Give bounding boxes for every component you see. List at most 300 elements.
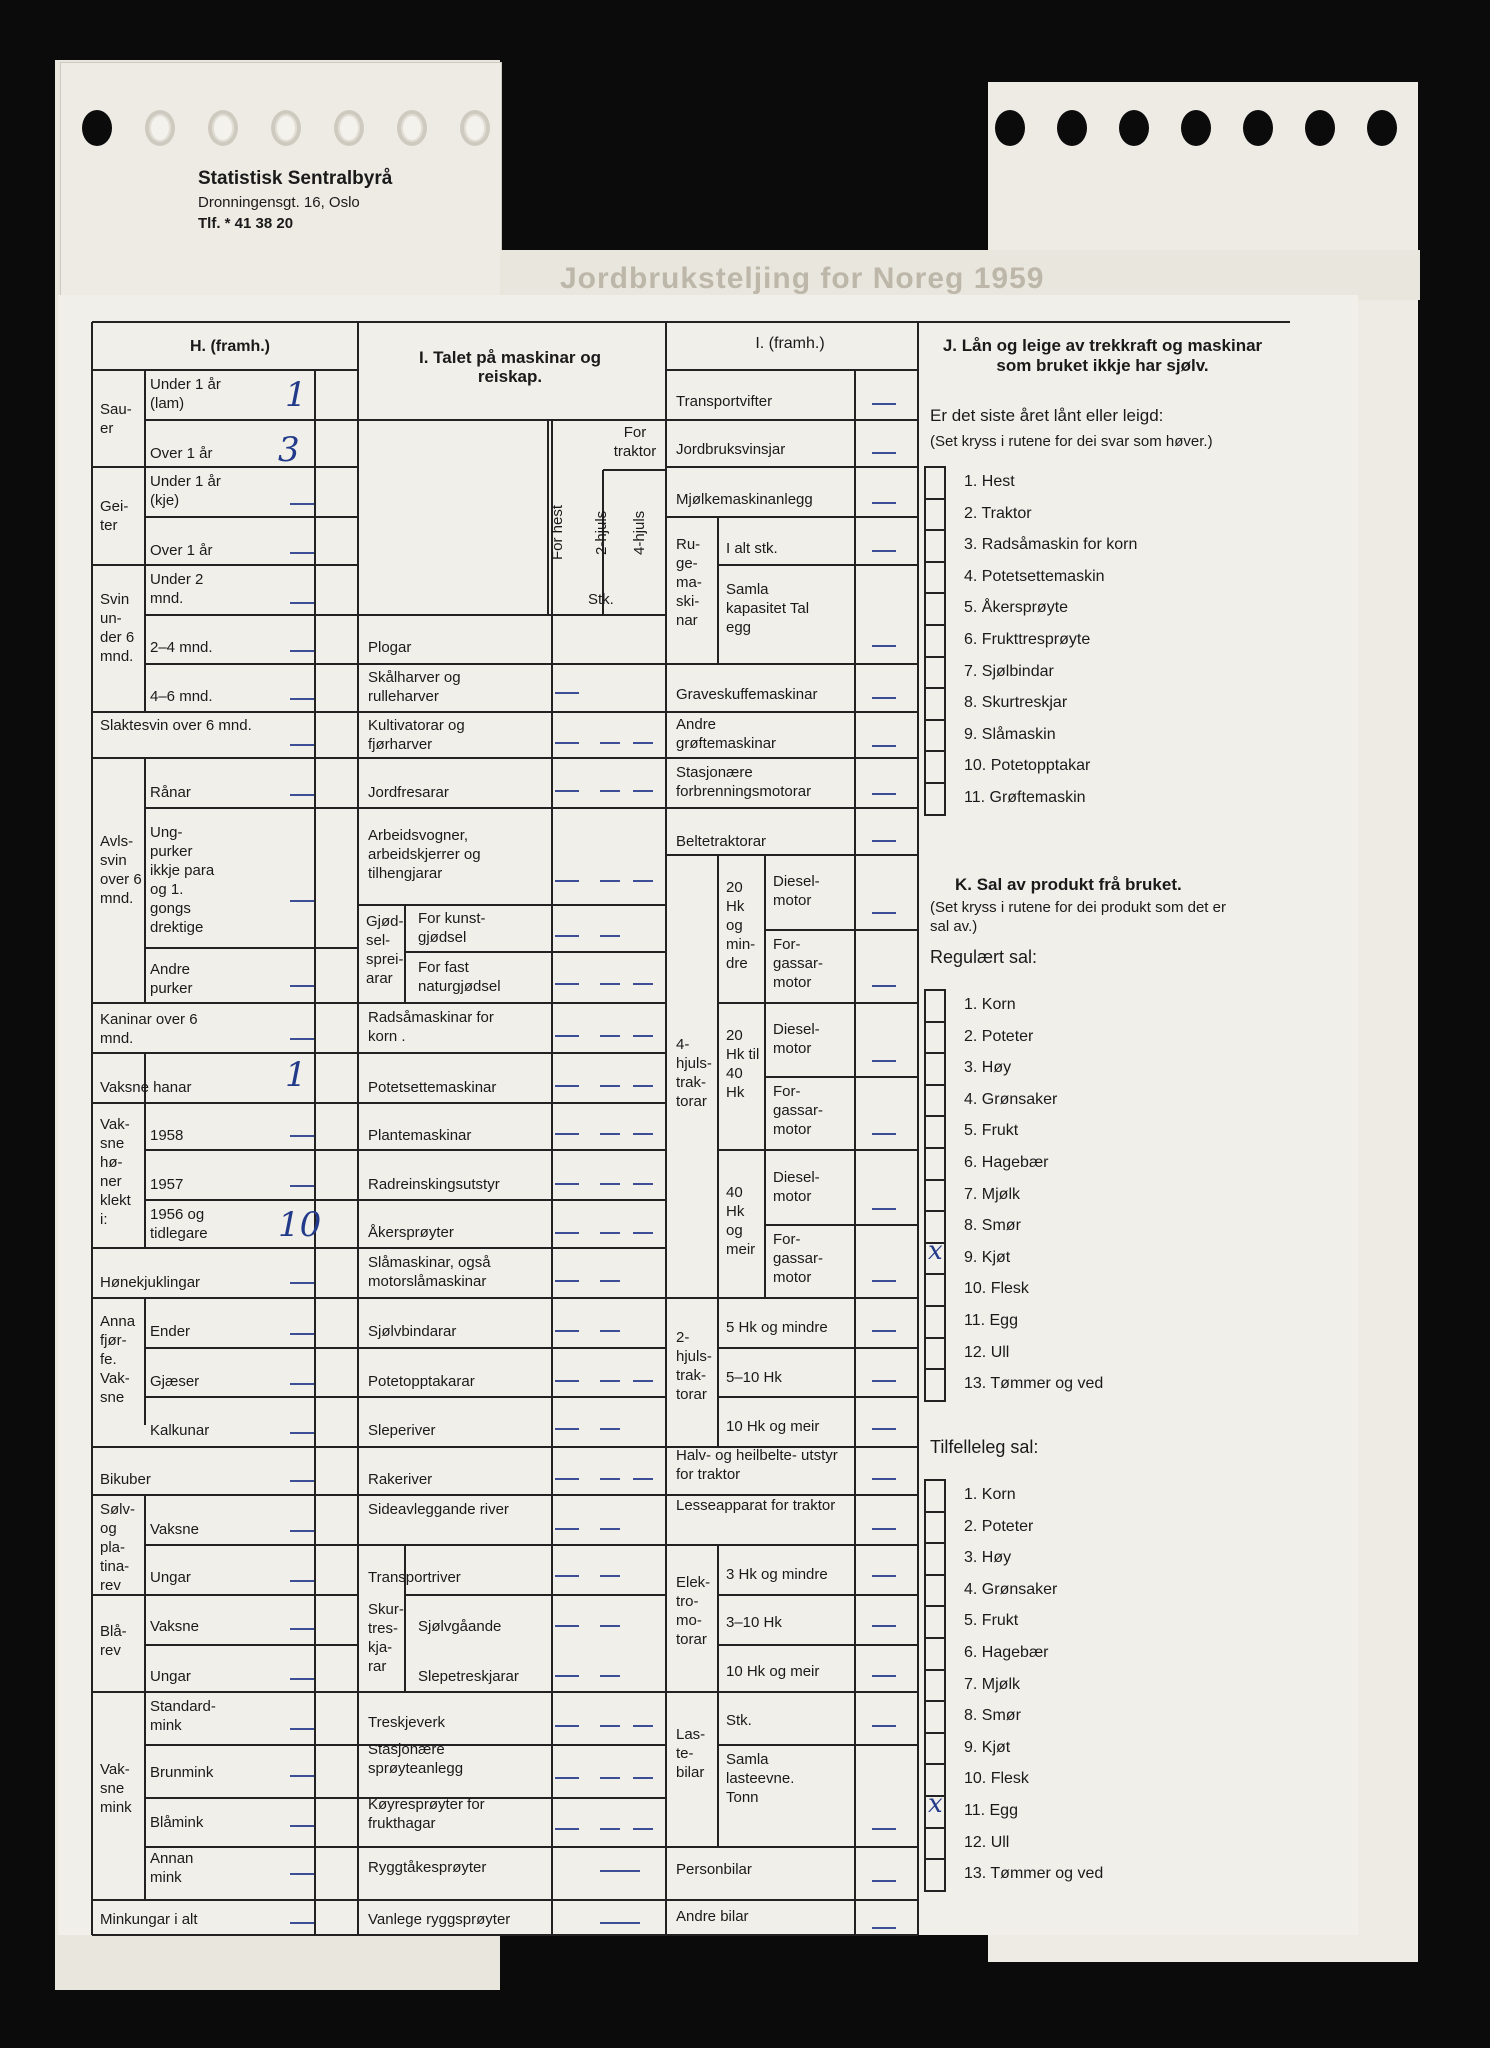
hw-dash [872,1060,896,1062]
hw-dash [555,1575,579,1577]
hw-dash [633,1085,653,1087]
h-kalkunar: Kalkunar [150,1422,210,1439]
hw-dash [290,1825,314,1827]
hw-dash [290,1432,314,1434]
k-tilf-item: 4. Grønsaker [964,1580,1058,1598]
i1-for-traktor: For traktor [613,424,657,460]
k-heading: K. Sal av produkt frå bruket. [955,875,1182,894]
i2-samla: Samla kapasitet Tal egg [726,581,810,636]
k-reg-checkbox[interactable] [924,1179,946,1212]
h-bikuber: Bikuber [100,1471,151,1488]
j-item: 4. Potetsettemaskin [964,567,1105,585]
hw-dash [555,1380,579,1382]
hw-dash [872,550,896,552]
k-tilf-item: 3. Høy [964,1549,1012,1567]
hw-dash [600,1777,620,1779]
k-tilf-item: 11. Egg [964,1802,1018,1819]
j-item: 5. Åkersprøyte [964,599,1069,617]
hw-dash [290,1383,314,1385]
hw-dash [290,503,314,505]
k-tilf-checkbox[interactable] [924,1542,946,1575]
i1-rygg: Ryggtåkesprøyter [368,1859,487,1876]
hw-dash [872,1880,896,1882]
hw-dash [290,1135,314,1137]
hw-dash [290,1873,314,1875]
hw-dash [872,1330,896,1332]
hw-dash [290,1775,314,1777]
i2-forgass-2: For- gassar- motor [773,1083,824,1138]
i2-lesse: Lesseapparat for traktor [676,1497,836,1514]
h-mink: Vak- sne mink [100,1761,132,1816]
hw-dash [633,1232,653,1234]
k-reg-mark: x [928,1235,943,1266]
i1-sjgaa: Sjølvgåande [418,1618,502,1635]
k-tilf-item: 7. Mjølk [964,1675,1020,1693]
k-reg-checkbox[interactable] [924,1305,946,1338]
i1-sjolv: Sjølvbindarar [368,1323,457,1340]
sender-tel: Tlf. * 41 38 20 [198,215,294,232]
h-svin-46: 4–6 mnd. [150,688,213,705]
i1-heading: I. Talet på maskinar og reiskap. [418,348,602,386]
k-reg-checkbox[interactable] [924,1368,946,1401]
j-checkbox[interactable] [924,782,946,815]
hw-dash [290,1185,314,1187]
h-y1957: 1957 [150,1176,184,1193]
hw-dash [555,1428,579,1430]
i2-andregroft: Andre grøftemaskinar [676,716,777,752]
sender-org: Statistisk Sentralbyrå [198,168,393,189]
h-gei-u1: Under 1 år (kje) [150,473,221,509]
hw-dash [633,790,653,792]
i1-stasjspr: Stasjonære sprøyteanlegg [368,1741,464,1777]
hw-dash [600,1133,620,1135]
k-reg-item: 8. Smør [964,1217,1021,1235]
j-item: 6. Frukttresprøyte [964,631,1091,648]
i2-hk40: 40 Hk og meir [726,1184,756,1258]
i1-gjod: Gjød- sel- sprei- arar [366,913,404,987]
hw-dash [600,983,620,985]
i2-heading: I. (framh.) [755,335,825,352]
i2-forgass-1: For- gassar- motor [773,936,824,991]
h-annan: Annan mink [150,1850,194,1886]
hw-dash [555,1478,579,1480]
h-avls: Avls- svin over 6 mnd. [100,833,142,907]
hw-dash [555,1330,579,1332]
hw-dash [633,1777,653,1779]
hw-dash [872,912,896,914]
i2-stasjforb: Stasjonære forbrenningsmotorar [676,764,812,800]
i1-potet: Potetsettemaskinar [368,1079,497,1096]
h-gei-o1: Over 1 år [150,542,213,559]
i1-aker: Åkersprøyter [368,1224,454,1241]
hw-dash [872,1380,896,1382]
hw-dash [555,1777,579,1779]
i1-koyr: Køyresprøyter for frukthagar [368,1796,485,1832]
k-reg-label: Regulært sal: [930,947,1038,967]
i2-hk20: 20 Hk og min- dre [726,879,756,972]
i2-hjul2: 2- hjuls- trak- torar [676,1329,712,1403]
h-solv-vaksne: Vaksne [150,1521,199,1538]
k-tilf-checkbox[interactable] [924,1732,946,1765]
i2-person: Personbilar [676,1861,752,1878]
j-checkbox[interactable] [924,466,946,499]
i2-hk3: 3 Hk og mindre [726,1566,828,1583]
k-reg-item: 2. Poteter [964,1027,1034,1045]
hw-dash [600,1232,620,1234]
hw-dash [872,1725,896,1727]
h-honekjuklingar: Hønekjuklingar [100,1274,201,1291]
i2-forgass-3: For- gassar- motor [773,1231,824,1286]
k-reg-checkbox[interactable] [924,1115,946,1148]
k-tilf-checkbox[interactable] [924,1669,946,1702]
hw-dash [633,1035,653,1037]
k-tilf-checkbox[interactable] [924,1858,946,1891]
hw-dash [555,1625,579,1627]
hw-dash [290,1628,314,1630]
i2-ialt: I alt stk. [726,540,778,557]
hw-y1956: 10 [278,1205,322,1245]
j-checkbox[interactable] [924,750,946,783]
j-checkbox[interactable] [924,719,946,752]
hw-dash [633,1133,653,1135]
k-reg-checkbox[interactable] [924,1021,946,1054]
i2-mjolk: Mjølkemaskinanlegg [676,491,813,508]
j-list-end [924,814,946,816]
hw-dash [600,1035,620,1037]
k-tilf-item: 9. Kjøt [964,1738,1011,1756]
hw-dash [290,1678,314,1680]
h-sau-u1: Under 1 år (lam) [150,376,221,412]
k-tilf-checkbox[interactable] [924,1511,946,1544]
hw-dash [555,880,579,882]
hw-dash [555,1675,579,1677]
hw-dash [290,985,314,987]
j-heading: J. Lån og leige av trekkraft og maskinar som bruket ikkje har sjølv. [942,336,1263,375]
j-checkbox[interactable] [924,592,946,625]
hw-dash [600,880,620,882]
hw-dash [600,1922,640,1924]
j-checkbox[interactable] [924,529,946,562]
i1-radrein: Radreinskingsutstyr [368,1176,500,1193]
hw-dash [290,744,314,746]
hw-dash [600,1575,620,1577]
h-kaninar: Kaninar over 6 mnd. [100,1011,198,1047]
h-brun: Brunmink [150,1764,214,1781]
k-note: (Set kryss i rutene for dei produkt som det er sal av.) [930,899,1226,935]
h-raanar: Rånar [150,784,191,801]
h-blaa: Blå- rev [100,1623,127,1659]
k-reg-item: 3. Høy [964,1059,1012,1077]
k-reg-list-end [924,1400,946,1402]
j-item: 2. Traktor [964,504,1032,522]
h-sau-o1: Over 1 år [150,445,213,462]
hw-dash [555,1085,579,1087]
i1-rads: Radsåmaskinar for korn . [368,1009,494,1045]
h-svin-u2: Under 2 mnd. [150,571,204,607]
j-item: 8. Skurtreskjar [964,694,1068,712]
hw-dash [633,1478,653,1480]
hw-dash [290,602,314,604]
k-reg-item: 6. Hagebær [964,1154,1049,1171]
hw-dash [633,1380,653,1382]
hw-dash [555,1035,579,1037]
k-reg-item: 10. Flesk [964,1280,1029,1298]
j-checkbox[interactable] [924,561,946,594]
hw-dash [872,745,896,747]
i1-transriv: Transportriver [368,1569,461,1586]
hw-dash [872,1575,896,1577]
h-vaksne-hanar: Vaksne hanar [100,1079,192,1096]
hw-dash [600,1725,620,1727]
k-reg-checkbox[interactable] [924,1273,946,1306]
hw-dash [872,502,896,504]
hw-dash [600,1183,620,1185]
k-reg-item: 7. Mjølk [964,1185,1020,1203]
hw-dash [555,1280,579,1282]
hw-dash [555,1828,579,1830]
i2-lasteevne: Samla lasteevne. Tonn [726,1751,795,1806]
j-checkbox[interactable] [924,656,946,689]
k-tilf-list-end [924,1890,946,1892]
k-tilf-item: 13. Tømmer og ved [964,1865,1104,1883]
h-honer: Vak- sne hø- ner klekt i: [100,1116,131,1228]
h-sauer: Sau- er [100,401,132,437]
i1-4hjul: 4-hjuls [631,510,648,555]
hw-dash [872,452,896,454]
k-tilf-item: 10. Flesk [964,1770,1029,1788]
hw-dash [290,1038,314,1040]
hw-dash [290,1480,314,1482]
hw-hanar: 1 [285,1055,307,1095]
k-reg-checkbox[interactable] [924,1337,946,1370]
i2-elek: Elek- tro- mo- torar [676,1574,711,1648]
header-title: Jordbruksteljing for Noreg 1959 [560,262,1045,295]
hw-dash [872,1675,896,1677]
hw-dash [600,1380,620,1382]
k-reg-item: 12. Ull [964,1343,1010,1361]
k-reg-item: 4. Grønsaker [964,1090,1058,1108]
k-tilf-label: Tilfelleleg sal: [930,1437,1039,1457]
i1-skaal: Skålharver og rulleharver [368,669,461,705]
i2-diesel-1: Diesel- motor [773,873,820,909]
i2-grav: Graveskuffemaskinar [676,686,818,703]
h-ungpurker: Ung- purker ikkje para og 1. gongs drektige [150,824,215,936]
hw-dash [290,794,314,796]
j-item: 3. Radsåmaskin for korn [964,536,1138,554]
hw-dash [600,1330,620,1332]
hw-dash [555,742,579,744]
hw-dash [872,1133,896,1135]
hw-dash [633,1183,653,1185]
hw-dash [600,1828,620,1830]
h-svin: Svin un- der 6 mnd. [100,591,135,665]
hw-dash [555,692,579,694]
hw-dash [600,1625,620,1627]
hw-dash [633,742,653,744]
hw-dash [872,1828,896,1830]
hw-dash [872,403,896,405]
j-checkbox[interactable] [924,687,946,720]
k-tilf-mark: x [928,1789,943,1819]
hw-dash [872,697,896,699]
hw-dash [555,935,579,937]
h-ender: Ender [150,1323,191,1340]
j-intro: Er det siste året lånt eller leigd: [930,406,1164,425]
hw-dash [290,1728,314,1730]
hw-dash [600,1280,620,1282]
h-geiter: Gei- ter [100,498,129,534]
hw-dash [290,1530,314,1532]
k-reg-item: 9. Kjøt [964,1248,1011,1266]
hw-sau-u1: 1 [285,375,307,415]
i1-plogar: Plogar [368,639,412,656]
i2-hjul4: 4- hjuls- trak- torar [676,1036,712,1110]
i2-diesel-2: Diesel- motor [773,1021,820,1057]
k-tilf-checkbox[interactable] [924,1605,946,1638]
k-reg-checkbox[interactable] [924,1147,946,1180]
h-standard: Standard- mink [150,1698,216,1734]
hw-dash [872,1927,896,1929]
i1-rake: Rakeriver [368,1471,433,1488]
k-tilf-checkbox[interactable] [924,1700,946,1733]
hw-dash [633,1725,653,1727]
k-tilf-item: 8. Smør [964,1707,1021,1725]
i2-transvift: Transportvifter [676,393,773,410]
hw-dash [633,983,653,985]
i2-hk10: 10 Hk og meir [726,1418,820,1435]
h-heading: H. (framh.) [190,338,270,355]
i2-belte: Beltetraktorar [676,833,767,850]
i1-potetopp: Potetopptakarar [368,1373,475,1390]
hw-dash [872,793,896,795]
k-tilf-checkbox[interactable] [924,1479,946,1512]
hw-dash [290,1333,314,1335]
k-reg-checkbox[interactable] [924,989,946,1022]
i2-hk310: 3–10 Hk [726,1614,782,1631]
h-blaa-vaksne: Vaksne [150,1618,199,1635]
j-checkbox[interactable] [924,498,946,531]
i2-stk: Stk. [726,1712,752,1729]
i2-diesel-3: Diesel- motor [773,1169,820,1205]
hw-dash [600,1478,620,1480]
sender-address: Dronningensgt. 16, Oslo [198,194,360,211]
k-reg-checkbox[interactable] [924,1052,946,1085]
hw-dash [555,1528,579,1530]
k-tilf-item: 1. Korn [964,1486,1016,1503]
k-tilf-item: 2. Poteter [964,1517,1034,1535]
i1-slaa: Slåmaskinar, også motorslåmaskinar [368,1254,491,1290]
hw-dash [872,1280,896,1282]
h-gjaeser: Gjæser [150,1373,200,1390]
i1-2hjul: 2-hjuls [593,510,610,555]
hw-dash [290,1922,314,1924]
hw-dash [600,1528,620,1530]
hw-dash [633,880,653,882]
k-tilf-item: 6. Hagebær [964,1644,1049,1661]
i1-sideav: Sideavleggande river [368,1501,509,1518]
k-tilf-checkbox[interactable] [924,1637,946,1670]
k-tilf-checkbox[interactable] [924,1827,946,1860]
i1-kult: Kultivatorar og fjørharver [368,717,465,753]
hw-dash [872,1478,896,1480]
hw-dash [600,935,620,937]
i1-slep: Sleperiver [368,1422,436,1439]
h-svin-24: 2–4 mnd. [150,639,213,656]
hw-dash [555,1725,579,1727]
j-item: 7. Sjølbindar [964,662,1054,680]
h-y1958: 1958 [150,1127,184,1144]
hw-dash [872,1208,896,1210]
j-item: 9. Slåmaskin [964,725,1056,743]
hw-dash [290,1580,314,1582]
i2-ruge: Ru- ge- ma- ski- nar [676,536,702,629]
hw-dash [633,1828,653,1830]
i1-arbeid: Arbeidsvogner, arbeidskjerrer og tilhengjarar [368,827,481,882]
hw-dash [290,900,314,902]
hw-dash [555,983,579,985]
h-blaa-ungar: Ungar [150,1668,191,1685]
hw-dash [600,1428,620,1430]
k-tilf-checkbox[interactable] [924,1574,946,1607]
hw-dash [872,1625,896,1627]
hw-dash [872,645,896,647]
j-item: 10. Potetopptakar [964,757,1091,775]
hw-dash [555,790,579,792]
i2-jordvins: Jordbruksvinsjar [676,441,786,458]
i1-fast: For fast naturgjødsel [418,959,501,995]
i1-kunst: For kunst- gjødsel [418,910,486,946]
j-item: 11. Grøftemaskin [964,789,1086,806]
h-solv: Sølv- og pla- tina- rev [100,1501,135,1594]
i1-treskj: Treskjeverk [368,1714,445,1731]
hw-dash [872,840,896,842]
k-reg-checkbox[interactable] [924,1084,946,1117]
hw-sau-o1: 3 [278,430,300,470]
h-blaamink: Blåmink [150,1814,204,1831]
h-solv-ungar: Ungar [150,1569,191,1586]
j-item: 1. Hest [964,473,1015,490]
i2-laste: Las- te- bilar [676,1726,706,1781]
k-reg-item: 5. Frukt [964,1122,1019,1140]
hw-dash [872,1528,896,1530]
hw-dash [872,1428,896,1430]
hw-dash [290,552,314,554]
i2-hk5: 5 Hk og mindre [726,1319,828,1336]
hw-dash [555,1232,579,1234]
i1-skur: Skur- tres- kja- rar [368,1601,404,1675]
k-tilf-item: 5. Frukt [964,1612,1019,1630]
hw-dash [600,790,620,792]
hw-dash [290,650,314,652]
i1-jordfres: Jordfresarar [368,784,449,801]
hw-dash [290,698,314,700]
hw-dash [600,1085,620,1087]
i1-vanleg: Vanlege ryggsprøyter [368,1911,511,1928]
h-anna: Anna fjør- fe. Vak- sne [100,1313,136,1406]
i1-plante: Plantemaskinar [368,1127,472,1144]
hw-dash [290,1282,314,1284]
k-reg-item: 1. Korn [964,996,1016,1013]
h-andre-purker: Andre purker [150,961,193,997]
i2-hk10b: 10 Hk og meir [726,1663,820,1680]
i2-hk2040: 20 Hk til 40 Hk [726,1027,760,1101]
k-tilf-item: 12. Ull [964,1833,1010,1851]
i1-for-hest: For hest [549,504,566,560]
h-slaktesvin: Slaktesvin over 6 mnd. [100,717,252,734]
hw-dash [555,1183,579,1185]
h-y1956: 1956 og tidlegare [150,1206,208,1242]
j-checkbox[interactable] [924,624,946,657]
